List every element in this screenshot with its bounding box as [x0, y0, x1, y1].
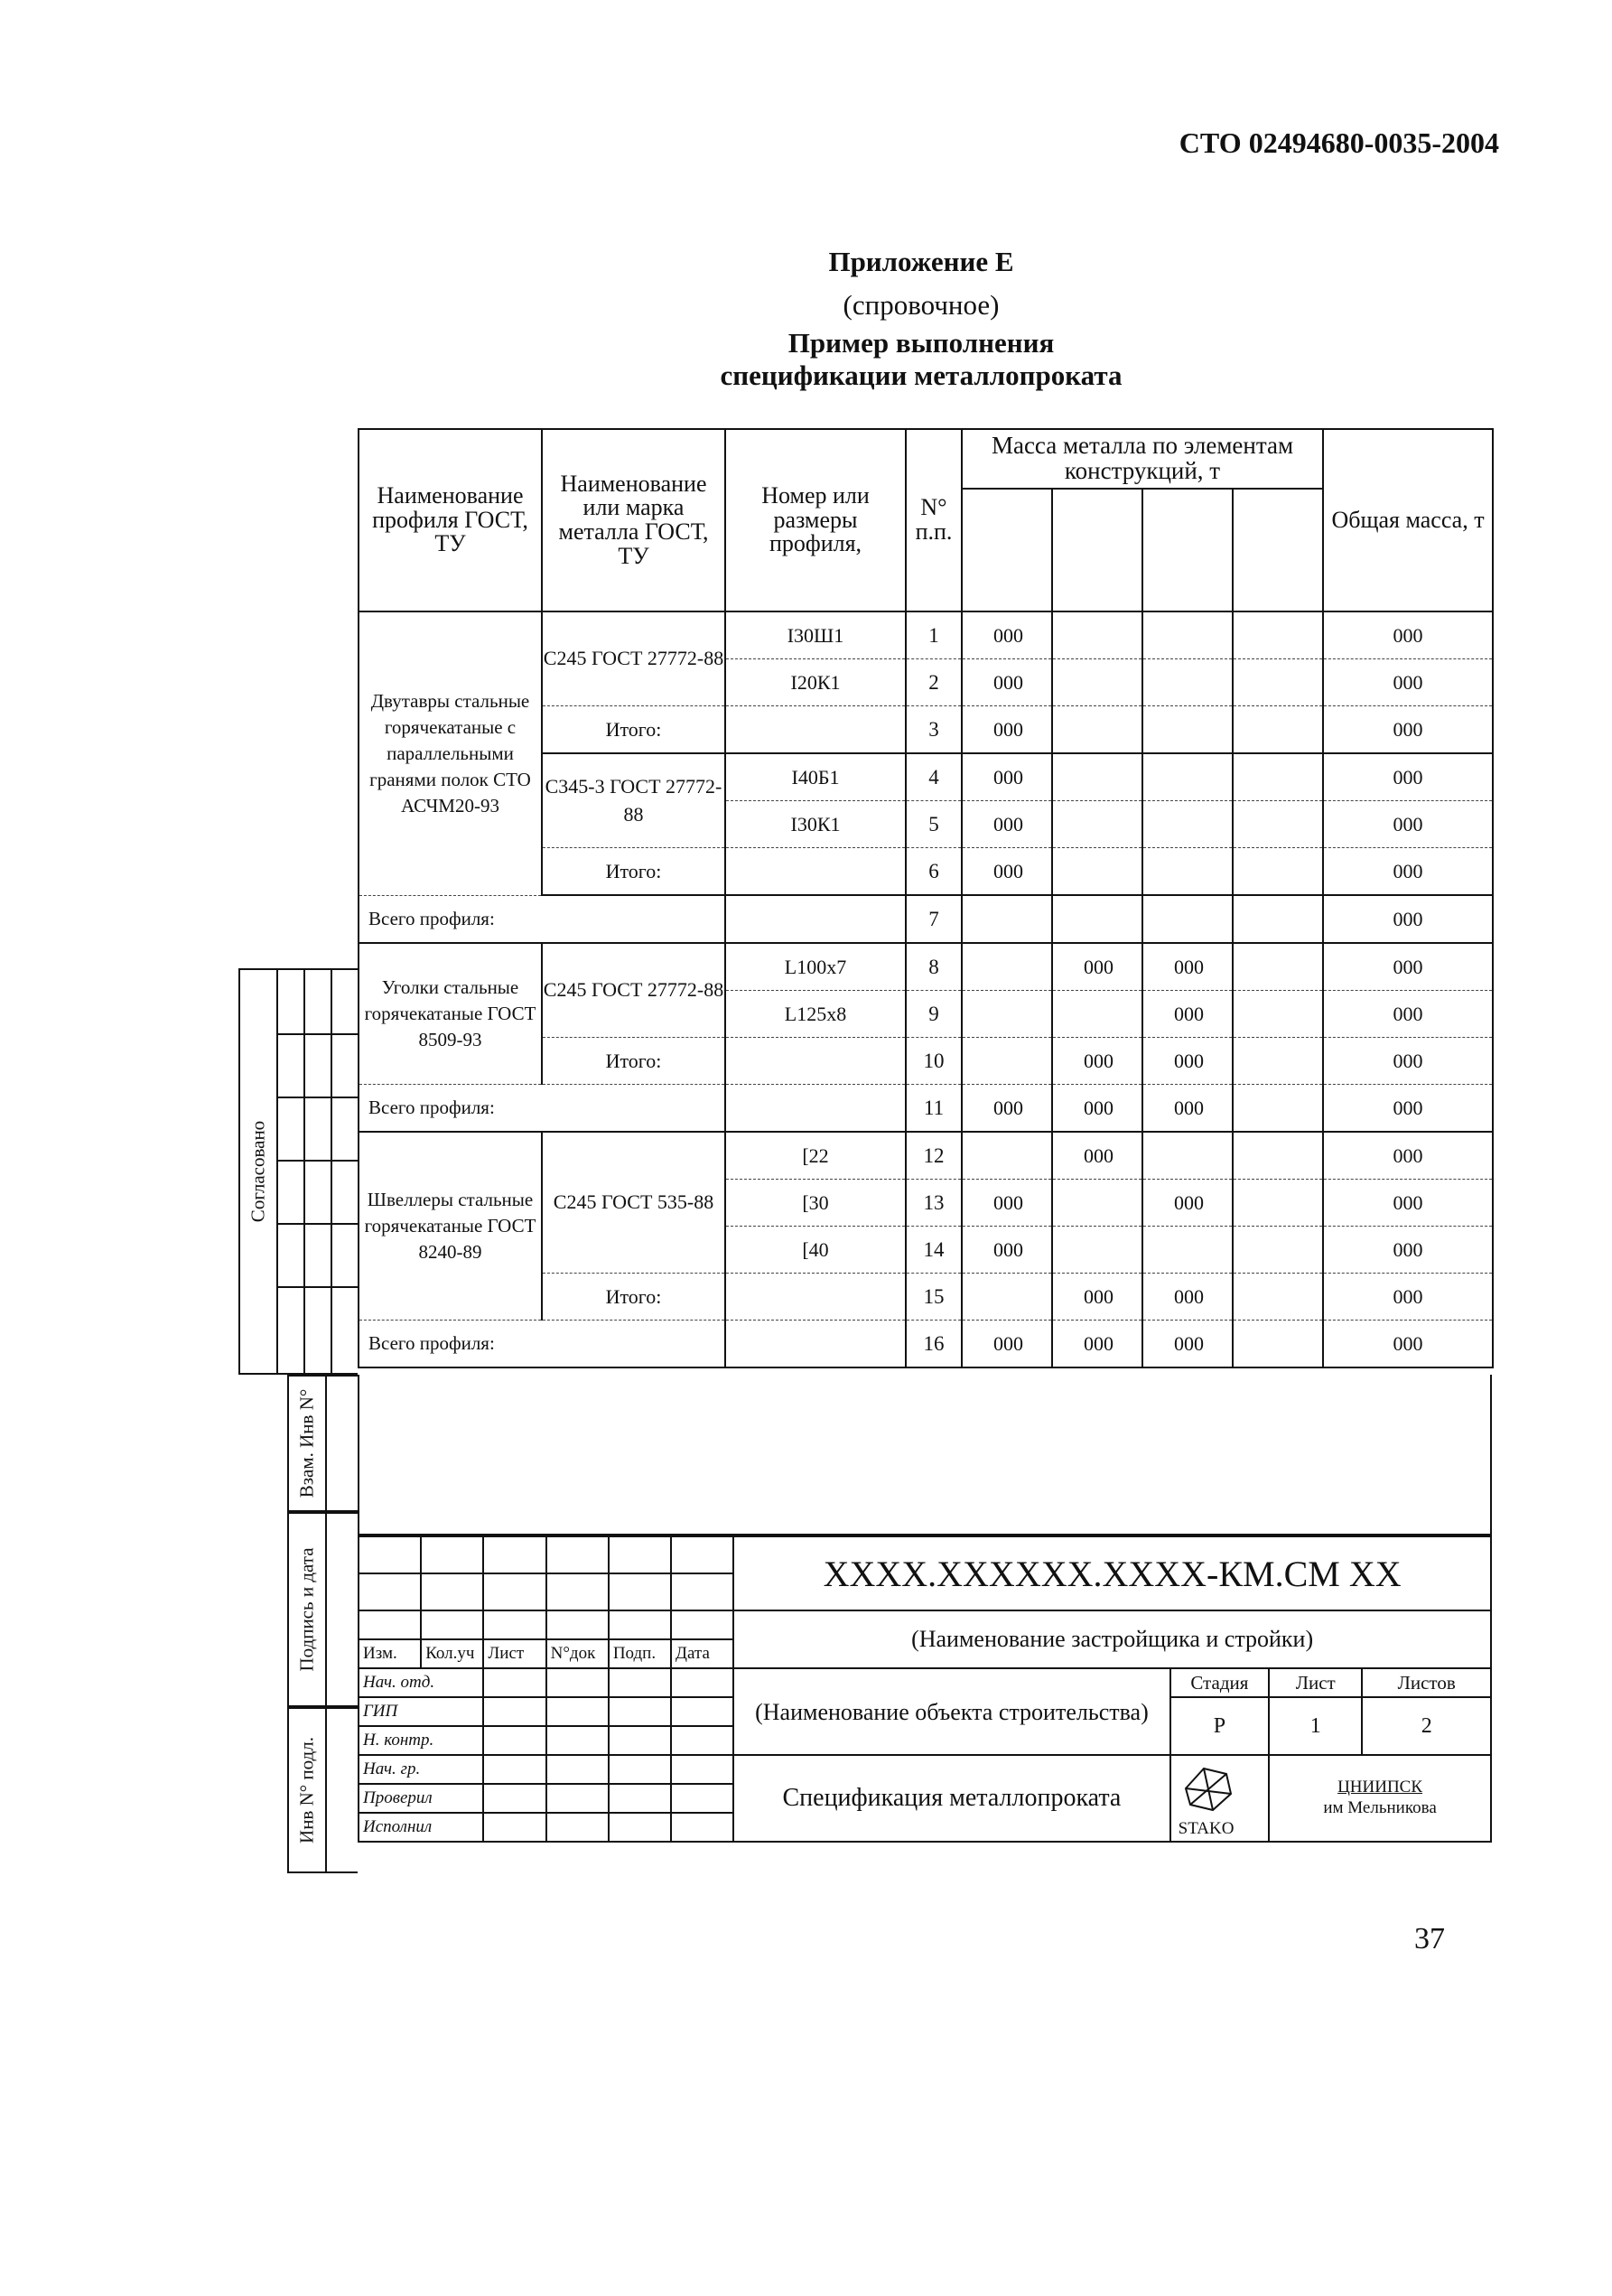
revision-cell — [671, 1610, 733, 1639]
table-row — [359, 943, 1493, 991]
element-mass: 000 — [962, 801, 1052, 848]
stage-label: Стадия — [1170, 1668, 1269, 1697]
grid-line — [276, 1033, 358, 1035]
role-cell — [671, 1697, 733, 1726]
element-mass: 000 — [1142, 943, 1233, 991]
element-mass — [1142, 895, 1233, 943]
profile-size — [725, 1321, 906, 1368]
stamp-document-code: XXXX.XXXXXX.XXXX-КМ.СМ XX — [733, 1536, 1491, 1610]
element-mass: 000 — [962, 1180, 1052, 1227]
grid-line — [276, 1097, 358, 1098]
role-cell — [483, 1755, 545, 1784]
role-cell — [609, 1755, 671, 1784]
specification-table — [358, 428, 1494, 1368]
element-mass — [1233, 801, 1323, 848]
row-number: 4 — [906, 753, 962, 801]
revision-cell — [483, 1536, 545, 1573]
side-label-sign-date: Подпись и дата — [295, 1547, 318, 1672]
profile-size — [725, 1274, 906, 1321]
row-number: 2 — [906, 659, 962, 706]
metal-grade: С245 ГОСТ 27772-88 — [542, 611, 725, 706]
revision-cell — [421, 1573, 483, 1610]
agreed-grid — [276, 970, 358, 1373]
header-row-number: N° п.п. — [906, 429, 962, 611]
header-element-4 — [1233, 489, 1323, 611]
col-date: Дата — [671, 1639, 733, 1668]
row-number: 5 — [906, 801, 962, 848]
total-profile-label: Всего профиля: — [359, 1085, 725, 1133]
role-cell — [671, 1755, 733, 1784]
row-number: 1 — [906, 611, 962, 659]
role-checked-by: Проверил — [359, 1784, 483, 1813]
row-number: 12 — [906, 1132, 962, 1180]
sheets-value: 2 — [1362, 1697, 1491, 1755]
element-mass: 000 — [962, 753, 1052, 801]
element-mass: 000 — [962, 706, 1052, 754]
total-mass: 000 — [1323, 659, 1493, 706]
side-sign-date-block — [287, 1512, 358, 1707]
row-number: 3 — [906, 706, 962, 754]
revision-cell — [359, 1610, 421, 1639]
blank-area — [358, 1375, 1492, 1535]
table-row — [359, 895, 1493, 943]
grid-line — [276, 1160, 358, 1162]
element-mass — [1052, 611, 1142, 659]
role-group-head: Нач. гр. — [359, 1755, 483, 1784]
subtotal-label: Итого: — [542, 1274, 725, 1321]
grid-line — [276, 1223, 358, 1225]
profile-size — [725, 895, 906, 943]
profile-size — [725, 706, 906, 754]
col-izm: Изм. — [359, 1639, 421, 1668]
role-cell — [671, 1726, 733, 1755]
element-mass — [1142, 1227, 1233, 1274]
total-mass: 000 — [1323, 1132, 1493, 1180]
role-cell — [483, 1697, 545, 1726]
element-mass — [1052, 1227, 1142, 1274]
role-cell — [546, 1697, 609, 1726]
element-mass — [1233, 611, 1323, 659]
header-profile-size: Номер или размеры профиля, — [725, 429, 906, 611]
subtotal-label: Итого: — [542, 848, 725, 896]
object-name: (Наименование объекта строительства) — [733, 1668, 1169, 1755]
total-mass: 000 — [1323, 1321, 1493, 1368]
element-mass: 000 — [1052, 1085, 1142, 1133]
element-mass — [1233, 1132, 1323, 1180]
header-metal-name: Наименование или марка металла ГОСТ, ТУ — [542, 429, 725, 611]
document-code: СТО 02494680-0035-2004 — [1179, 126, 1499, 159]
element-mass: 000 — [962, 1227, 1052, 1274]
sheet-value: 1 — [1269, 1697, 1362, 1755]
header-mass-by-element: Масса металла по элементам конструкций, т — [962, 429, 1323, 489]
element-mass — [1233, 1085, 1323, 1133]
revision-cell — [609, 1610, 671, 1639]
role-cell — [546, 1755, 609, 1784]
element-mass — [1233, 848, 1323, 896]
metal-grade: С245 ГОСТ 535-88 — [542, 1132, 725, 1274]
caption-line-2: спецификации металлопроката — [720, 359, 1123, 391]
caption-line-1: Пример выполнения — [787, 327, 1055, 359]
element-mass — [1052, 801, 1142, 848]
subtotal-label: Итого: — [542, 1038, 725, 1085]
element-mass: 000 — [1142, 1180, 1233, 1227]
role-cell — [609, 1813, 671, 1842]
profile-group-name: Швеллеры стальные горячекатаные ГОСТ 8240-89 — [359, 1132, 542, 1321]
organization — [1269, 1755, 1491, 1842]
element-mass — [962, 1038, 1052, 1085]
element-mass — [1233, 1274, 1323, 1321]
profile-group-name: Двутавры стальные горячекатаные с параллельными гранями полок СТО АСЧМ20-93 — [359, 611, 542, 895]
element-mass — [962, 943, 1052, 991]
total-mass: 000 — [1323, 943, 1493, 991]
element-mass — [1052, 706, 1142, 754]
profile-size: L125x8 — [725, 991, 906, 1038]
revision-cell — [546, 1573, 609, 1610]
profile-size: I30Ш1 — [725, 611, 906, 659]
total-mass: 000 — [1323, 611, 1493, 659]
grid-line — [331, 970, 332, 1373]
element-mass: 000 — [962, 848, 1052, 896]
element-mass — [1142, 706, 1233, 754]
table-row — [359, 1321, 1493, 1368]
revision-cell — [546, 1610, 609, 1639]
element-mass: 000 — [1052, 1038, 1142, 1085]
element-mass — [1052, 753, 1142, 801]
total-mass: 000 — [1323, 706, 1493, 754]
role-cell — [483, 1726, 545, 1755]
element-mass — [1142, 753, 1233, 801]
header-total-mass: Общая масса, т — [1323, 429, 1493, 611]
element-mass: 000 — [1142, 1274, 1233, 1321]
side-agreed-block — [238, 968, 358, 1375]
element-mass — [1233, 753, 1323, 801]
appendix-title: Приложение Е — [828, 246, 1014, 277]
revision-cell — [546, 1536, 609, 1573]
element-mass — [1233, 1227, 1323, 1274]
total-profile-label: Всего профиля: — [359, 1321, 725, 1368]
profile-size: [40 — [725, 1227, 906, 1274]
element-mass — [1233, 659, 1323, 706]
header-profile-name: Наименование профиля ГОСТ, ТУ — [359, 429, 542, 611]
role-cell — [671, 1668, 733, 1697]
header-element-3 — [1142, 489, 1233, 611]
revision-cell — [421, 1536, 483, 1573]
element-mass — [962, 1132, 1052, 1180]
table-row — [359, 611, 1493, 659]
table-row — [359, 1085, 1493, 1133]
profile-size: [30 — [725, 1180, 906, 1227]
role-cell — [546, 1668, 609, 1697]
row-number: 8 — [906, 943, 962, 991]
element-mass: 000 — [962, 1085, 1052, 1133]
element-mass: 000 — [962, 1321, 1052, 1368]
metal-grade: С345-3 ГОСТ 27772-88 — [542, 753, 725, 848]
total-mass: 000 — [1323, 1038, 1493, 1085]
role-cell — [609, 1668, 671, 1697]
page-number: 37 — [1414, 1922, 1445, 1955]
col-list: Лист — [483, 1639, 545, 1668]
col-doc-no: N°док — [546, 1639, 609, 1668]
role-cell — [671, 1813, 733, 1842]
profile-size: I40Б1 — [725, 753, 906, 801]
element-mass — [962, 1274, 1052, 1321]
role-chief-engineer: ГИП — [359, 1697, 483, 1726]
side-label-agreed: Согласовано — [247, 1120, 269, 1223]
revision-cell — [359, 1573, 421, 1610]
row-number: 14 — [906, 1227, 962, 1274]
total-mass: 000 — [1323, 1227, 1493, 1274]
revision-cell — [609, 1536, 671, 1573]
element-mass — [1233, 706, 1323, 754]
row-number: 11 — [906, 1085, 962, 1133]
role-performed-by: Исполнил — [359, 1813, 483, 1842]
total-mass: 000 — [1323, 991, 1493, 1038]
element-mass — [1233, 943, 1323, 991]
element-mass — [1233, 991, 1323, 1038]
col-signature: Подп. — [609, 1639, 671, 1668]
row-number: 9 — [906, 991, 962, 1038]
element-mass: 000 — [1142, 991, 1233, 1038]
element-mass — [1052, 659, 1142, 706]
element-mass: 000 — [1052, 1274, 1142, 1321]
role-cell — [483, 1813, 545, 1842]
element-mass: 000 — [1142, 1321, 1233, 1368]
logo-text: STAKO — [1178, 1819, 1235, 1838]
role-cell — [609, 1697, 671, 1726]
row-number: 15 — [906, 1274, 962, 1321]
sheets-label: Листов — [1362, 1668, 1491, 1697]
element-mass — [1052, 895, 1142, 943]
organization-subtitle: им Мельникова — [1323, 1798, 1437, 1817]
total-mass: 000 — [1323, 801, 1493, 848]
row-number: 10 — [906, 1038, 962, 1085]
element-mass — [1233, 895, 1323, 943]
stako-logo — [1170, 1755, 1269, 1842]
profile-size: I20К1 — [725, 659, 906, 706]
title-block — [358, 1535, 1492, 1843]
revision-cell — [483, 1573, 545, 1610]
total-profile-label: Всего профиля: — [359, 895, 725, 943]
profile-size — [725, 1038, 906, 1085]
side-label-inv-orig: Инв N° подл. — [295, 1737, 318, 1843]
revision-cell — [483, 1610, 545, 1639]
grid-line — [276, 1286, 358, 1288]
role-cell — [483, 1784, 545, 1813]
side-inv-swap-block — [287, 1375, 358, 1512]
element-mass — [1142, 848, 1233, 896]
profile-size — [725, 848, 906, 896]
element-mass: 000 — [1052, 943, 1142, 991]
element-mass — [1142, 611, 1233, 659]
role-cell — [546, 1813, 609, 1842]
element-mass: 000 — [1052, 1132, 1142, 1180]
profile-size: [22 — [725, 1132, 906, 1180]
element-mass: 000 — [962, 659, 1052, 706]
role-cell — [483, 1668, 545, 1697]
revision-cell — [421, 1610, 483, 1639]
element-mass — [962, 895, 1052, 943]
profile-size — [725, 1085, 906, 1133]
header-element-2 — [1052, 489, 1142, 611]
revision-cell — [609, 1573, 671, 1610]
element-mass — [1142, 1132, 1233, 1180]
revision-cell — [671, 1536, 733, 1573]
total-mass: 000 — [1323, 1180, 1493, 1227]
element-mass: 000 — [1142, 1038, 1233, 1085]
element-mass — [1233, 1038, 1323, 1085]
role-cell — [546, 1784, 609, 1813]
total-mass: 000 — [1323, 1274, 1493, 1321]
table-row — [359, 1132, 1493, 1180]
total-mass: 000 — [1323, 895, 1493, 943]
role-cell — [546, 1726, 609, 1755]
total-mass: 000 — [1323, 753, 1493, 801]
element-mass — [1052, 1180, 1142, 1227]
element-mass — [1142, 659, 1233, 706]
organization-name: ЦНИИПСК — [1337, 1778, 1423, 1797]
role-cell — [671, 1784, 733, 1813]
side-label-inv-swap: Взам. Инв N° — [295, 1388, 318, 1498]
element-mass — [1142, 801, 1233, 848]
role-cell — [609, 1784, 671, 1813]
role-norm-control: Н. контр. — [359, 1726, 483, 1755]
revision-cell — [359, 1536, 421, 1573]
metal-grade: С245 ГОСТ 27772-88 — [542, 943, 725, 1038]
profile-size: L100x7 — [725, 943, 906, 991]
builder-name: (Наименование застройщика и стройки) — [733, 1610, 1491, 1668]
total-mass: 000 — [1323, 1085, 1493, 1133]
grid-line — [303, 970, 305, 1373]
element-mass — [1052, 991, 1142, 1038]
col-kol-uch: Кол.уч — [421, 1639, 483, 1668]
appendix-type: (спровочное) — [843, 289, 1000, 321]
row-number: 13 — [906, 1180, 962, 1227]
side-inv-orig-block — [287, 1707, 358, 1873]
row-number: 7 — [906, 895, 962, 943]
profile-group-name: Уголки стальные горячекатаные ГОСТ 8509-93 — [359, 943, 542, 1085]
element-mass: 000 — [962, 611, 1052, 659]
revision-cell — [671, 1573, 733, 1610]
row-number: 6 — [906, 848, 962, 896]
element-mass — [962, 991, 1052, 1038]
row-number: 16 — [906, 1321, 962, 1368]
role-head-dept: Нач. отд. — [359, 1668, 483, 1697]
element-mass: 000 — [1052, 1321, 1142, 1368]
element-mass: 000 — [1142, 1085, 1233, 1133]
sheet-label: Лист — [1269, 1668, 1362, 1697]
stage-value: Р — [1170, 1697, 1269, 1755]
profile-size: I30К1 — [725, 801, 906, 848]
stako-logo-icon — [1177, 1761, 1240, 1815]
header-element-1 — [962, 489, 1052, 611]
element-mass — [1233, 1321, 1323, 1368]
element-mass — [1052, 848, 1142, 896]
specification-name: Спецификация металлопроката — [733, 1755, 1169, 1842]
total-mass: 000 — [1323, 848, 1493, 896]
element-mass — [1233, 1180, 1323, 1227]
subtotal-label: Итого: — [542, 706, 725, 754]
role-cell — [609, 1726, 671, 1755]
